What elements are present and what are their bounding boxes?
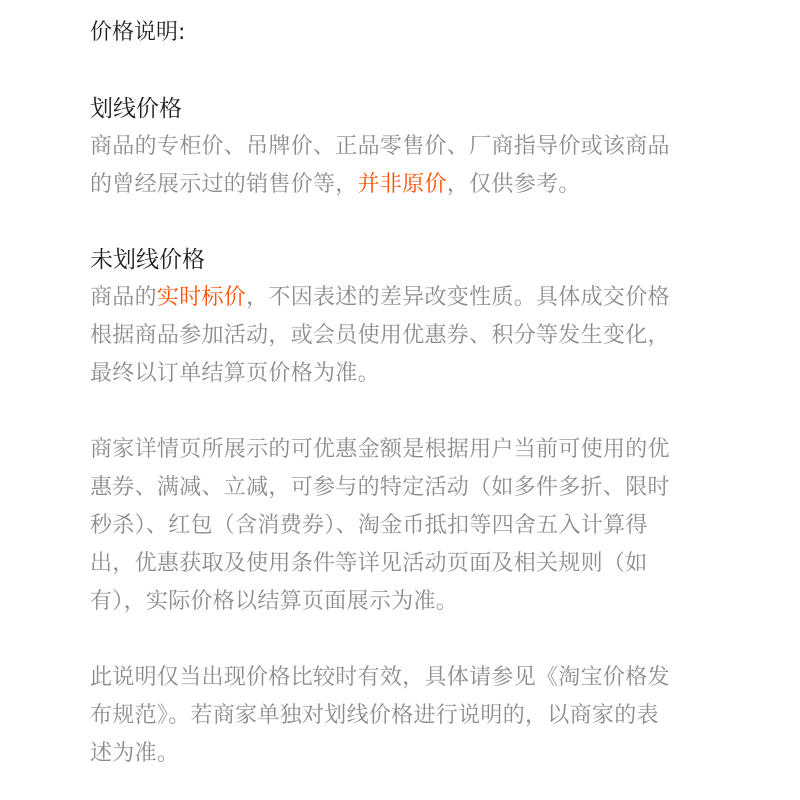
para-line [90, 166, 710, 204]
para-line: 有），实际价格以结算页面展示为准。 [90, 589, 459, 614]
para-line: 此说明仅当出现价格比较时有效，具体请参见《淘宝价格发 [90, 665, 670, 690]
text-segment: 最终以订单结算页价格为准。 [90, 361, 380, 386]
para-line: 商家详情页所展示的可优惠金额是根据用户当前可使用的优 [90, 437, 670, 462]
para-line [90, 355, 710, 393]
page-title: 价格说明: [90, 20, 186, 45]
highlight-realtime-price: 实时标价 [156, 285, 247, 310]
para-line: 秒杀）、红包（含消费券）、淘金币抵扣等四舍五入计算得 [90, 513, 648, 538]
paragraph-discount-explanation [90, 431, 710, 621]
text-segment: ，不因表述的差异改变性质。具体成交价格 [246, 285, 670, 310]
para-line: 出，优惠获取及使用条件等详见活动页面及相关规则（如 [90, 551, 648, 576]
section-heading-strikethrough: 划线价格 [90, 96, 182, 122]
para-line: 布规范》。若商家单独对划线价格进行说明的，以商家的表 [90, 703, 659, 728]
spacer [90, 52, 710, 90]
text-segment: ，仅供参考。 [446, 172, 581, 197]
text-segment: 的曾经展示过的销售价等， [90, 172, 358, 197]
para-line [90, 128, 710, 166]
spacer [90, 204, 710, 241]
section-non-strikethrough-price [90, 241, 710, 393]
para-line: 述为准。 [90, 741, 180, 766]
section-strikethrough-price [90, 90, 710, 204]
text-segment: 商品的 [90, 285, 157, 310]
para-line [90, 317, 710, 355]
paragraph-validity-note [90, 659, 710, 773]
section-heading-non-strikethrough: 未划线价格 [90, 247, 205, 273]
para-line [90, 279, 710, 317]
spacer [90, 621, 710, 659]
para-line: 惠券、满减、立减，可参与的特定活动（如多件多折、限时 [90, 475, 670, 500]
text-segment: 商品的专柜价、吊牌价、正品零售价、厂商指导价或该商品 [90, 134, 670, 159]
text-segment: 根据商品参加活动，或会员使用优惠券、积分等发生变化， [90, 323, 670, 348]
highlight-not-original-price: 并非原价 [357, 172, 447, 197]
spacer [90, 393, 710, 431]
